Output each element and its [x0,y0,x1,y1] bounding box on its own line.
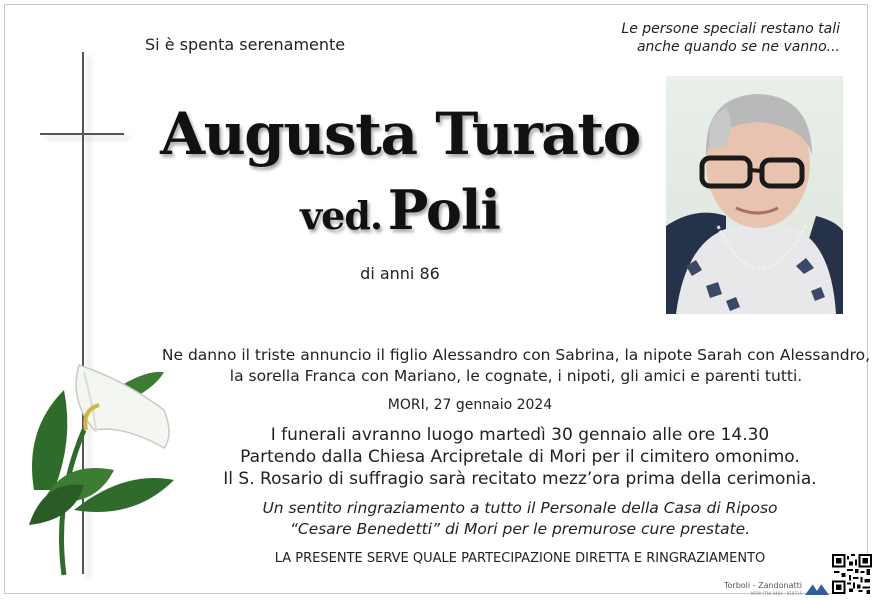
married-surname: Poli [387,178,500,242]
portrait-photo [666,76,843,314]
cross-bar [40,133,124,135]
quote-line-1: Le persone speciali restano tali [621,21,840,37]
announcement-line-1: Ne danno il triste annuncio il figlio Alessandro con Sabrina, la nipote Sarah con Alessandro, [161,346,871,364]
funeral-line-3: Il S. Rosario di suffragio sarà recitato mezz’ora prima della cerimonia. [223,469,817,489]
announcement-text [160,345,872,387]
thanks-line-2: “Cesare Benedetti” di Mori per le premurose cure prestate. [289,520,751,538]
funeral-line-2: Partendo dalla Chiesa Arcipretale di Mori per il cimitero omonimo. [240,447,800,467]
deceased-name: Augusta Turato [160,100,640,168]
funeral-home-logo-icon [804,581,830,597]
qr-code-icon[interactable] [832,554,872,594]
thanks-text [200,498,840,540]
footer-note: LA PRESENTE SERVE QUALE PARTECIPAZIONE DIRETTA E RINGRAZIAMENTO [274,551,766,566]
quote-line-2: anche quando se ne vanno... [636,39,840,55]
intro-text: Si è spenta serenamente [145,35,346,54]
deceased-age: di anni 86 [360,264,440,283]
funeral-details [200,424,840,490]
announcement-line-2: la sorella Franca con Mariano, le cognate, i nipoti, gli amici e parenti tutti. [229,367,803,385]
funeral-home-name: Torboli - Zandonatti [724,581,802,590]
funeral-home-contact: MORI (TN) 0464 - 918715 [750,591,802,596]
calla-lily-icon [24,350,184,580]
memorial-quote [580,20,840,56]
widow-abbreviation: ved. [300,193,383,238]
funeral-line-1: I funerali avranno luogo martedì 30 gennaio alle ore 14.30 [270,425,770,445]
place-date: MORI, 27 gennaio 2024 [387,397,553,413]
thanks-line-1: Un sentito ringraziamento a tutto il Personale della Casa di Riposo [262,499,778,517]
deceased-married-name [150,178,650,242]
